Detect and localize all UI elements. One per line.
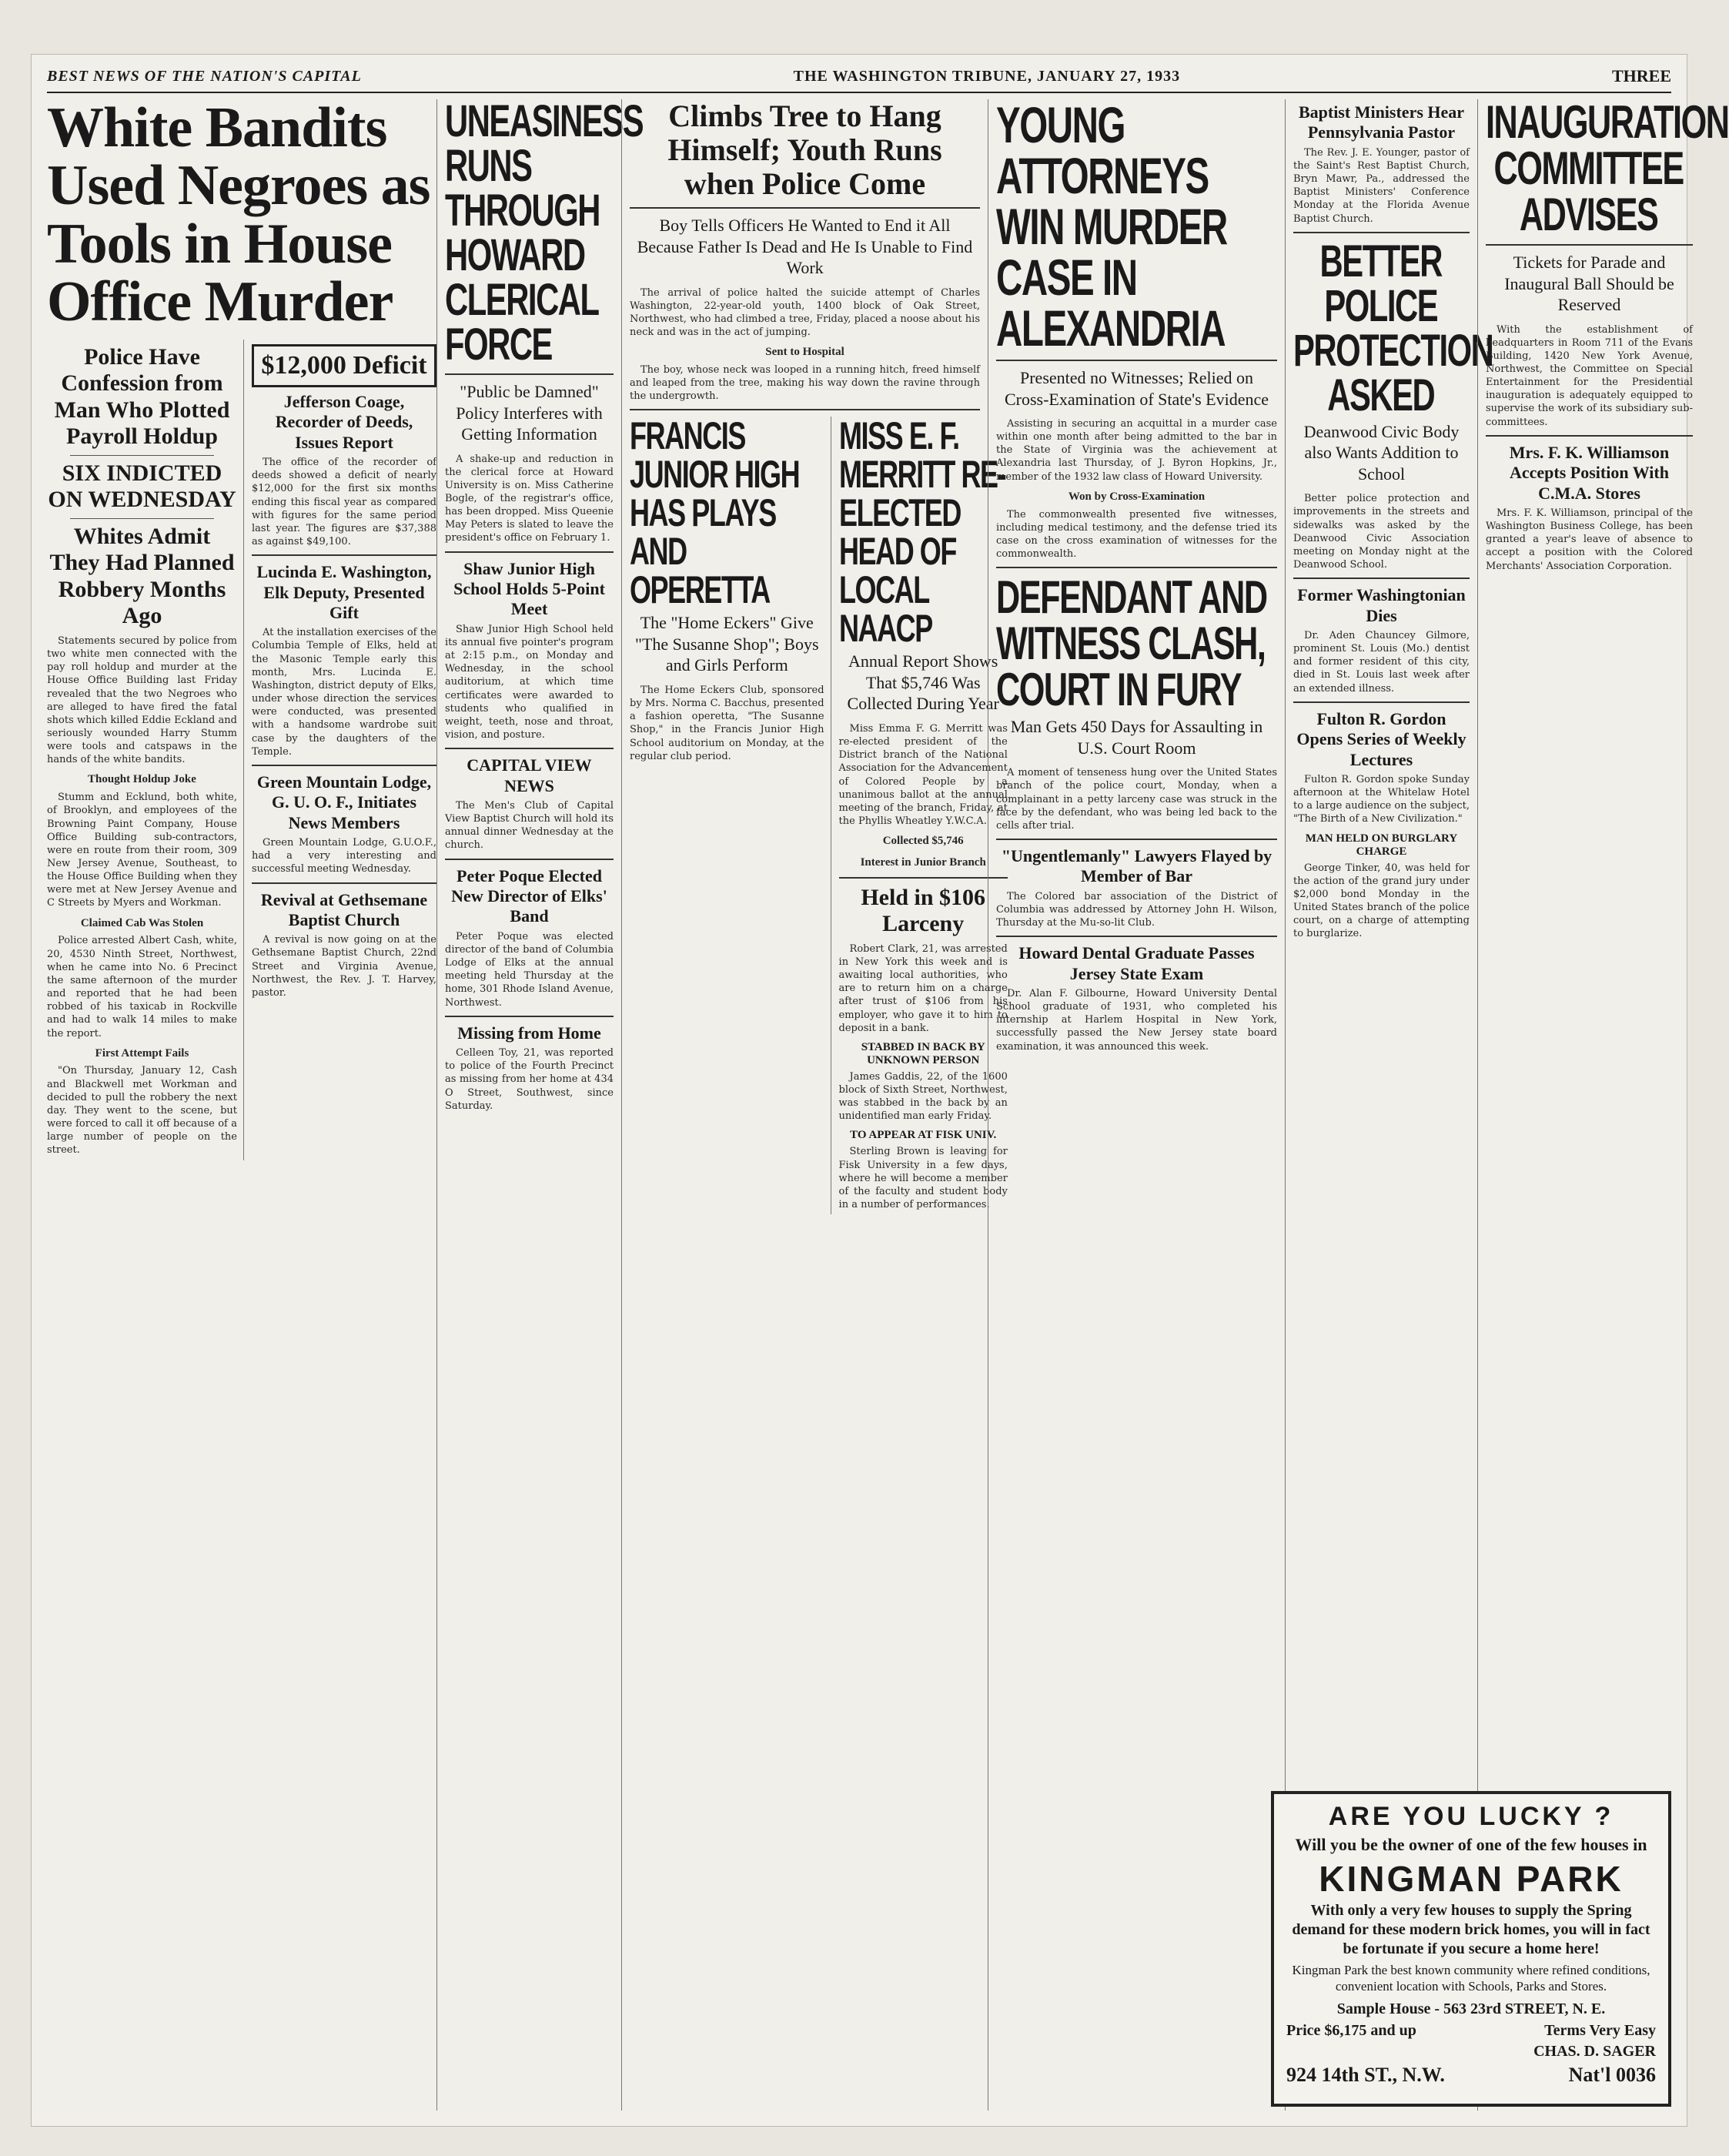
lead-story (47, 340, 244, 1160)
column-tree: Climbs Tree to Hang Himself; Youth Runs when Police Come Boy Tells Officers He Wanted to End it All Because Father Is Dead and He Is Unable to Find Work The arrival of police halted the suicide attempt of Charles Washington, 22-year-old youth, 1400 block of Oak Street, Northwest, who had climbed a tree, Friday, placed a noose about his neck and was in the act of jumping. Sent to Hospital The boy, whose neck was looped in a running hitch, freed himself and leaped from the tree, making his way down the ravine through the undergrowth. FRANCIS JUNIOR HIGH HAS PLAYS AND OPERETTA The "Home Eckers" Give "The Susanne Shop"; Boys and Girls Perform The Home Eckers Club, sponsored by Mrs. Norma C. Bacchus, presented a fashion operetta, "The Susanne Shop," in the Francis Junior High School auditorium on Monday, at the regular club period. MISS E. F. MERRITT RE-ELECTED HEAD OF LOCAL NAACP Annual Report Shows That $5,746 Was Collected During Year Miss Emma F. G. Merritt was re-elected president of the District branch of the National Association for the Advancement of Colored People by a unanimous ballot at the annual meeting of the branch, Friday, at the Phyllis Wheatley Y.W.C.A. Collected $5,746 Interest in Junior Branch Held in $106 Larceny Robert Clark, 21, was arrested in New York this week and is awaiting local authorities, who are to return him on a charge after trust of $106 from his employer, who gave it to him to deposit in a bank. STABBED IN BACK BY UNKNOWN PERSON James Gaddis, 22, of the 1600 block of Sixth Street, Northwest, was stabbed in the back by an unidentified man early Friday. TO APPEAR AT FISK UNIV. Sterling Brown is leaving for Fisk University in a few days, where he will become a member of the faculty and student body in a number of performances. (621, 99, 988, 2111)
lodge-headline: Green Mountain Lodge, G. U. O. F., Initiates News Members (256, 772, 432, 832)
column-inauguration: INAUGURATION COMMITTEE ADVISES Tickets for Parade and Inaugural Ball Should be Reserved With the establishment of headquarters in Room 711 of the Evans Building, 1420 New York Avenue, Northwest, the Committee on Special Entertainment for the Presidential inauguration is adequately equipped to supervise the work of its subsidiary sub-committees. Mrs. F. K. Williamson Accepts Position With C.M.A. Stores Mrs. F. K. Williamson, principal of the Washington Business College, has been granted a year's leave of absence to accept a position with the Colored Merchants' Association Corporation. (1477, 99, 1701, 2111)
lead-deck-3: Whites Admit They Had Planned Robbery Months Ago (49, 523, 235, 629)
ad-address: 924 14th ST., N.W. (1286, 2063, 1445, 2086)
ad-phone: Nat'l 0036 (1568, 2063, 1656, 2086)
revival-headline: Revival at Gethsemane Baptist Church (260, 889, 428, 929)
column-attorneys: YOUNG ATTORNEYS WIN MURDER CASE IN ALEXANDRIA Presented no Witnesses; Relied on Cross-Examination of State's Evidence Assisting in securing an acquittal in a murder case within one month after being admitted to the bar in the State of Virginia was the achievement at Alexandria last Thursday, of J. Byron Hopkins, Jr., member of the 1932 law class of Howard University. Won by Cross-Examination The commonwealth presented five witnesses, including medical testimony, and the defense tried its case on the cross examination of witnesses for the commonwealth. DEFENDANT AND WITNESS CLASH, COURT IN FURY Man Gets 450 Days for Assaulting in U.S. Court Room A moment of tenseness hung over the United States branch of the police court, Monday, when a complainant in a petty larceny case was struck in the face by the defendant, who was being led back to the cells after trial. "Ungentlemanly" Lawyers Flayed by Member of Bar The Colored bar association of the District of Columbia was addressed by Attorney John H. Wilson, Thursday at the Mu-so-lit Club. Howard Dental Graduate Passes Jersey State Exam Dr. Alan F. Gilbourne, Howard University Dental School graduate of 1931, who completed his internship at Harlem Hospital in New York, successfully passed the New Jersey state board examination, it was announced this week. (988, 99, 1285, 2111)
lead-deck-1: Police Have Confession from Man Who Plotted Payroll Holdup (54, 343, 230, 450)
lead-body: Statements secured by police from two white men connected with the pay roll holdup and murder at the House Office Building last Friday revealed that the two Negroes who are alleged to have fired the fatal shots which killed Eddie Eckland and seriously wounded Harry Stumm were tools and catspaws in the hands of the white bandits. Thought Holdup Joke Stumm and Ecklund, both white, of Brooklyn, and employees of the Browning Paint Company, House Office Building sub-contractors, were en route from their room, 309 New Jersey Avenue, Southeast, to the House Office Building when they were met at New Jersey Avenue and C Streets by Myers and Workman. Claimed Cab Was Stolen Police arrested Albert Cash, white, 20, 4530 Ninth Street, Northwest, when he came into No. 6 Precinct the same afternoon of the murder and reported that he had been robbed of his taxicab in Rockville and had to walk 14 miles to make the report. First Attempt Fails "On Thursday, January 12, Cash and Blackwell met Workman and decided to pull the robbery the next day. They went to the scene, but were forced to call it off because of a large number of people on the street. (47, 634, 237, 1157)
recorder-headline: Jefferson Coage, Recorder of Deeds, Issues Report (275, 391, 413, 452)
howard-headline: UNEASINESS RUNS THROUGH HOWARD CLERICAL FORCE (445, 96, 644, 370)
elks-band-headline: Peter Poque Elected New Director of Elks' Band (451, 865, 607, 926)
lead-headline: White Bandits Used Negroes as Tools in House Office Murder (47, 96, 430, 334)
stabbed-headline: STABBED IN BACK BY UNKNOWN PERSON (861, 1040, 985, 1066)
dental-headline: Howard Dental Graduate Passes Jersey State Exam (1018, 943, 1255, 983)
former-dies-headline: Former Washingtonian Dies (1297, 585, 1466, 625)
capital-view-headline: CAPITAL VIEW NEWS (467, 755, 592, 795)
kingman-park-ad (1271, 1791, 1671, 2107)
inauguration-headline: INAUGURATION COMMITTEE ADVISES (1486, 96, 1729, 240)
newspaper-page (31, 54, 1729, 2127)
column-police: Baptist Ministers Hear Pennsylvania Pastor The Rev. J. E. Younger, pastor of the Saint's Rest Baptist Church, Bryn Mawr, Pa., addressed the Baptist Ministers' Conference Monday at the Florida Avenue Baptist Church. BETTER POLICE PROTECTION ASKED Deanwood Civic Body also Wants Addition to School Better police protection and improvements in the streets and sidewalks was asked by the Deanwood Civic Association meeting on Monday night at the Deanwood School. Former Washingtonian Dies Dr. Aden Chauncey Gilmore, prominent St. Louis (Mo.) dentist and former resident of this city, died in St. Louis last week after an extended illness. Fulton R. Gordon Opens Series of Weekly Lectures Fulton R. Gordon spoke Sunday afternoon at the Whitelaw Hotel to a large audience on the subject, "The Birth of a New Civilization." MAN HELD ON BURGLARY CHARGE George Tinker, 40, was held for the action of the grand jury under $2,000 bond Monday in the United States branch of the police court, on a charge of attempting to burglarize. (1285, 99, 1477, 2111)
ad-sample-house: Sample House - 563 23rd STREET, N. E. (1336, 2000, 1606, 2017)
elk-headline: Lucinda E. Washington, Elk Deputy, Presented Gift (256, 562, 432, 622)
masthead-date: THE WASHINGTON TRIBUNE, JANUARY 27, 1933 (793, 67, 1181, 85)
masthead (47, 61, 1671, 93)
ad-line-1: ARE YOU LUCKY ? (1328, 1802, 1614, 1831)
ad-price: Price $6,175 and up (1286, 2021, 1416, 2039)
merritt-story: MISS E. F. MERRITT RE-ELECTED HEAD OF LOCAL NAACP Annual Report Shows That $5,746 Was Collected During Year Miss Emma F. G. Merritt was re-elected president of the District branch of the National Association for the Advancement of Colored People by a unanimous ballot at the annual meeting of the branch, Friday, at the Phyllis Wheatley Y.W.C.A. Collected $5,746 Interest in Junior Branch Held in $106 Larceny Robert Clark, 21, was arrested in New York this week and is awaiting local authorities, who are to return him on a charge after trust of $106 from his employer, who gave it to him to deposit in a bank. STABBED IN BACK BY UNKNOWN PERSON James Gaddis, 22, of the 1600 block of Sixth Street, Northwest, was stabbed in the back by an unidentified man early Friday. TO APPEAR AT FISK UNIV. Sterling Brown is leaving for Fisk University in a few days, where he will become a member of the faculty and student body in a number of performances. (838, 414, 1008, 1211)
column-howard: UNEASINESS RUNS THROUGH HOWARD CLERICAL FORCE "Public be Damned" Policy Interferes with Getting Information A shake-up and reduction in the clerical force at Howard University is on. Miss Catherine Bogle, of the registrar's office, has been dropped. Miss Queenie May Peters is slated to leave the president's office on February 1. Shaw Junior High School Holds 5-Point Meet Shaw Junior High School held its annual five pointer's program at 2:15 p.m., on Monday and Wednesday, in the school auditorium, at which time certificates were awarded to students who qualified in weight, teeth, nose and throat, vision, and posture. CAPITAL VIEW NEWS The Men's Club of Capital View Baptist Church will hold its annual dinner Wednesday at the church. Peter Poque Elected New Director of Elks' Band Peter Poque was elected director of the band of Columbia Lodge of Elks at the annual meeting held Thursday at the home, 301 Rhode Island Avenue, Northwest. Missing from Home Celleen Toy, 21, was reported to police of the Fourth Precinct as missing from her home at 434 O Street, Southwest, since Saturday. (436, 99, 621, 2111)
burglary-headline: MAN HELD ON BURGLARY CHARGE (1305, 832, 1458, 858)
police-headline: BETTER POLICE PROTECTION ASKED (1293, 236, 1493, 420)
tree-headline: Climbs Tree to Hang Himself; Youth Runs when Police Come (667, 99, 942, 201)
attorneys-headline: YOUNG ATTORNEYS WIN MURDER CASE IN ALEXANDRIA (996, 96, 1227, 357)
tree-deck: Boy Tells Officers He Wanted to End it All Because Father Is Dead and He Is Unable to Find Work (637, 216, 973, 277)
ad-line-5: Kingman Park the best known community where refined conditions, convenient location with Schools, Parks and Stores. (1292, 1963, 1650, 1994)
column-lead (47, 96, 436, 2111)
police-deck: Deanwood Civic Body also Wants Addition to School (1303, 421, 1460, 484)
williamson-headline: Mrs. F. K. Williamson Accepts Position With C.M.A. Stores (1509, 442, 1670, 503)
ad-agent: CHAS. D. SAGER (1533, 2042, 1656, 2060)
howard-deck: "Public be Damned" Policy Interferes with Getting Information (456, 382, 603, 444)
inauguration-deck: Tickets for Parade and Inaugural Ball Should be Reserved (1504, 253, 1674, 314)
page-number: THREE (1611, 66, 1671, 85)
ad-terms: Terms Very Easy (1544, 2021, 1656, 2039)
attorneys-deck: Presented no Witnesses; Relied on Cross-Examination of State's Evidence (1004, 368, 1269, 409)
clash-deck: Man Gets 450 Days for Assaulting in U.S. Court Room (1010, 717, 1263, 758)
masthead-slogan: BEST NEWS OF THE NATION'S CAPITAL (47, 67, 362, 85)
missing-headline: Missing from Home (457, 1023, 601, 1043)
ad-line-4: With only a very few houses to supply the Spring demand for these modern brick homes, you will in fact be fortunate if you secure a home here! (1292, 1902, 1650, 1957)
lead-deck-2: SIX INDICTED ON WEDNESDAY (48, 460, 236, 513)
fisk-headline: TO APPEAR AT FISK UNIV. (850, 1129, 997, 1142)
baptist-headline: Baptist Ministers Hear Pennsylvania Pastor (1298, 102, 1465, 142)
merritt-headline: MISS E. F. MERRITT RE-ELECTED HEAD OF LOCAL NAACP (838, 414, 1005, 651)
lawyers-headline: "Ungentlemanly" Lawyers Flayed by Member of Bar (1001, 845, 1273, 886)
merritt-deck: Annual Report Shows That $5,746 Was Collected During Year (847, 651, 999, 714)
clash-headline: DEFENDANT AND WITNESS CLASH, COURT IN FURY (996, 571, 1267, 716)
gordon-headline: Fulton R. Gordon Opens Series of Weekly Lectures (1296, 708, 1466, 769)
larceny-headline: Held in $106 Larceny (861, 884, 986, 937)
ad-line-3: KINGMAN PARK (1319, 1859, 1624, 1899)
shaw-headline: Shaw Junior High School Holds 5-Point Meet (453, 558, 605, 619)
ad-line-2: Will you be the owner of one of the few houses in (1295, 1835, 1647, 1854)
francis-headline: FRANCIS JUNIOR HIGH HAS PLAYS AND OPERETTA (630, 414, 800, 612)
recorder-column: $12,000 Deficit Jefferson Coage, Recorder of Deeds, Issues Report The office of the recorder of deeds showed a deficit of nearly $12,000 for the first six months ending this fiscal year as compared with figures for the same period last year. The figures are $37,388 as against $49,100. Lucinda E. Washington, Elk Deputy, Presented Gift At the installation exercises of the Columbia Temple of Elks, held at the Masonic Temple early this month, Mrs. Lucinda E. Washington, district deputy of Elks, under whose direction the services were conducted, was presented with a handsome wardrobe suit case by the daughters of the Temple. Green Mountain Lodge, G. U. O. F., Initiates News Members Green Mountain Lodge, G.U.O.F., had a very interesting and successful meeting Wednesday. Revival at Gethsemane Baptist Church A revival is now going on at the Gethsemane Baptist Church, 22nd Street and Virginia Avenue, Northwest, the Rev. J. T. Harvey, pastor. (252, 340, 436, 1160)
francis-story: FRANCIS JUNIOR HIGH HAS PLAYS AND OPERETTA The "Home Eckers" Give "The Susanne Shop"; Boys and Girls Perform The Home Eckers Club, sponsored by Mrs. Norma C. Bacchus, presented a fashion operetta, "The Susanne Shop," in the Francis Junior High School auditorium on Monday, at the regular club period. (630, 417, 831, 1214)
francis-deck: The "Home Eckers" Give "The Susanne Shop"; Boys and Girls Perform (634, 613, 819, 675)
deficit-box: $12,000 Deficit (252, 344, 436, 387)
